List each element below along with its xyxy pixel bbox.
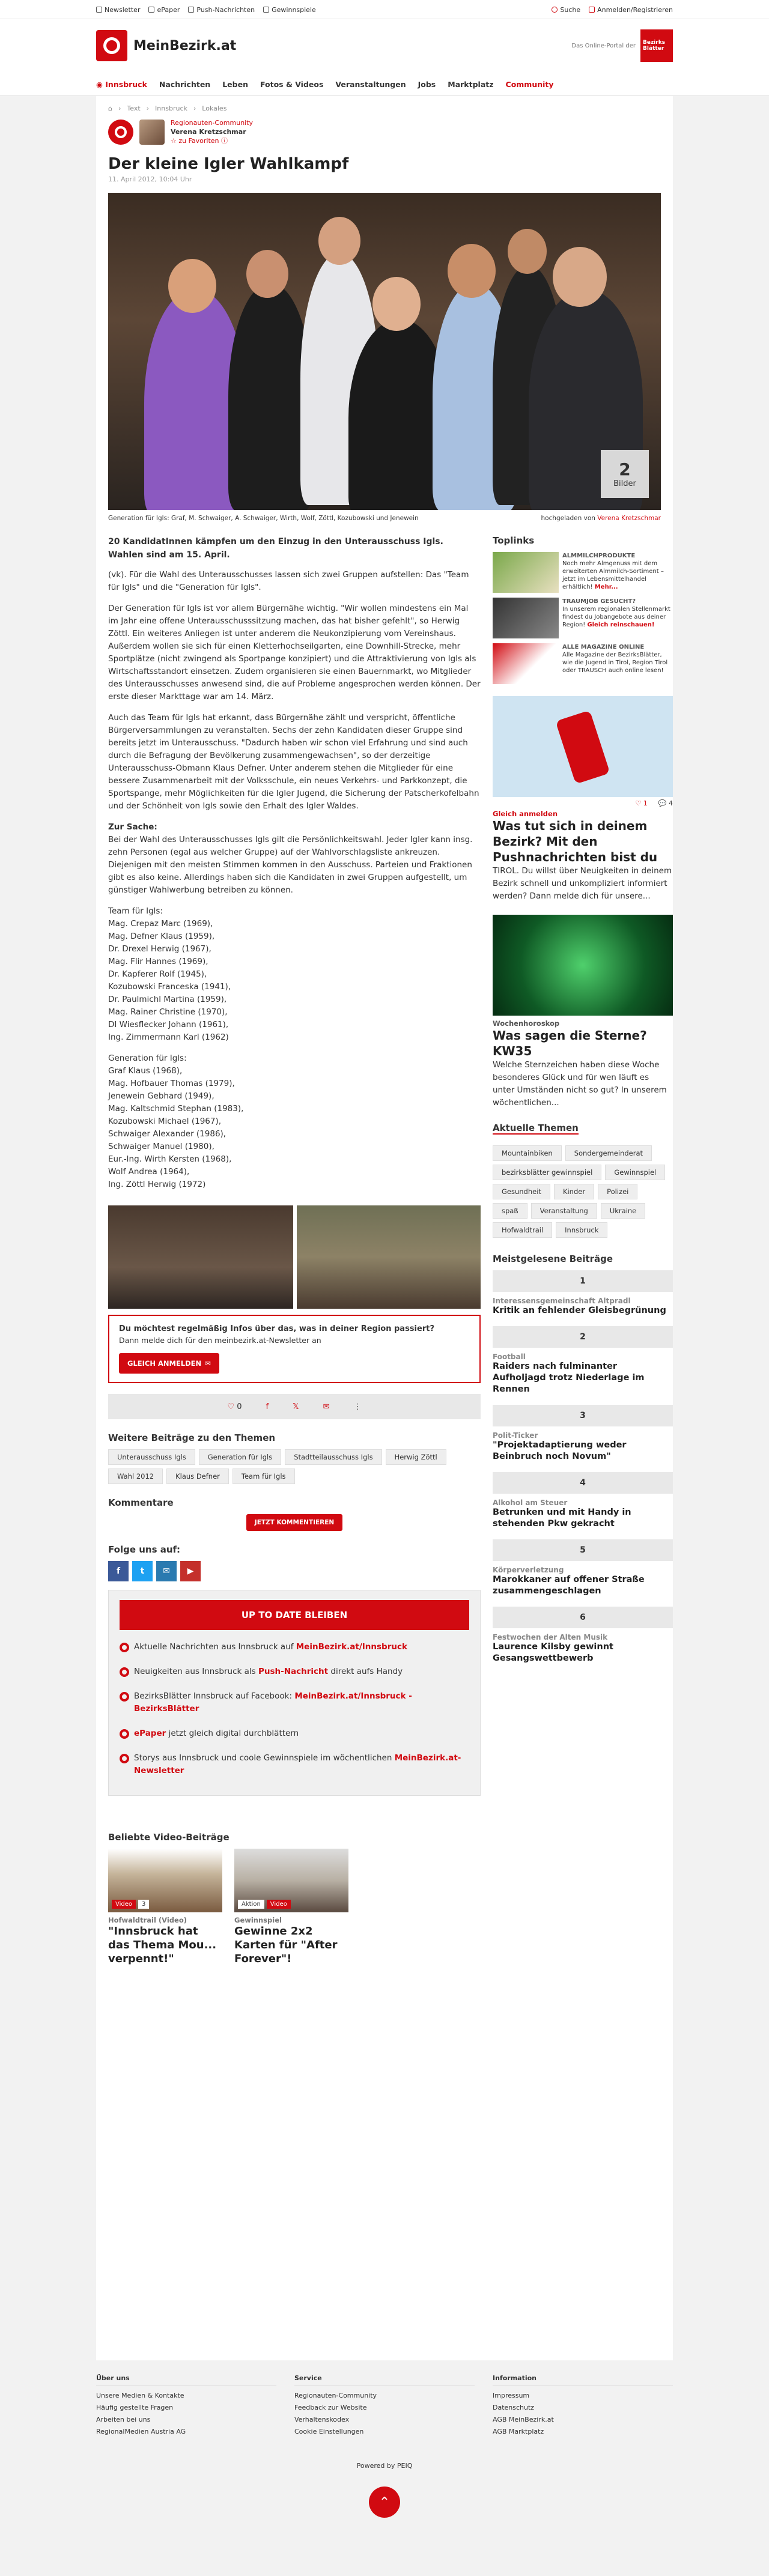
bezirksblaetter-logo[interactable]: Bezirks Blätter — [640, 29, 673, 62]
nav-veranstaltungen[interactable]: Veranstaltungen — [335, 79, 406, 89]
paragraph: Auch das Team für Igls hat erkannt, dass Bürgernähe zählt und verspricht, öffentliche Bürgerversammlungen zu veranstalten. Sechs der zehn Kandidaten dieser Gruppe sind bereits jetzt im Unterausschuss. "Dadurch haben wir schon viel Erfahrung und sind auch durch die Befragung der Bevölkerung zusammengewachsen", so der derzeitige Unterausschuss-Obmann Klaus Defner. Unter anderem stehen die Mitglieder für eine bessere Zusammenarbeit mit der Volksschule, ein neues Verkehrs- und Parkkonzept, die Sportspange, mehr Möglichkeiten für die Igler Jugend, die Sicherung der Patscherkofelbahn und der Schönheit von Igls sowie den Erhalt des Igler Waldes. — [108, 713, 479, 811]
tag[interactable]: Generation für Igls — [199, 1449, 281, 1465]
theme-tag[interactable]: bezirksblätter gewinnspiel — [493, 1165, 601, 1180]
content-page — [96, 96, 673, 2426]
search-icon — [552, 7, 558, 13]
epaper-link[interactable]: ePaper — [148, 6, 180, 14]
nav-community[interactable]: Community — [505, 79, 554, 89]
newsletter-link[interactable]: Newsletter — [96, 6, 140, 14]
site-logo[interactable]: MeinBezirk.at — [96, 30, 236, 61]
mail-icon — [96, 7, 102, 13]
tag[interactable]: Unterausschuss Igls — [108, 1449, 195, 1465]
follow-title: Folge uns auf: — [108, 1544, 181, 1555]
gear-icon — [120, 1754, 129, 1763]
brand-badge: Das Online-Portal der Bezirks Blätter — [571, 29, 673, 62]
site-header — [0, 19, 769, 72]
footer-link[interactable]: Feedback zur Website — [294, 2404, 367, 2411]
back-to-top-button[interactable] — [369, 2487, 400, 2518]
article-actions — [108, 1394, 481, 1419]
nav-nachrichten[interactable]: Nachrichten — [159, 79, 211, 89]
nav-marktplatz[interactable]: Marktplatz — [448, 79, 494, 89]
footer-link[interactable]: Verhaltenskodex — [294, 2416, 350, 2423]
like-button[interactable]: ♡ 0 — [227, 1402, 242, 1411]
most-read-item[interactable]: 6 Festwochen der Alten Musik Laurence Kilsby gewinnt Gesangswettbewerb — [493, 1607, 673, 1674]
article-body — [108, 535, 481, 1966]
tag[interactable]: Herwig Zöttl — [386, 1449, 446, 1465]
current-themes — [493, 1145, 673, 1238]
home-icon[interactable]: ⌂ — [108, 105, 112, 112]
newsletter-box: Du möchtest regelmäßig Infos über das, was in deiner Region passiert? Dann melde dich für den meinbezirk.at-Newsletter an GLEICH ANMELDEN ✉ — [108, 1315, 481, 1383]
footer-col-about: Über uns Unsere Medien & Kontakte Häufig gestellte Fragen Arbeiten bei uns RegionalMedien Austria AG — [96, 2372, 276, 2438]
theme-tag[interactable]: Hofwaldtrail — [493, 1222, 552, 1238]
image-caption: Generation für Igls: Graf, M. Schwaiger, A. Schwaiger, Wirth, Wolf, Zöttl, Kozubowski und Jenewein hochgeladen von Verena Kretzschmar — [108, 515, 661, 522]
breadcrumb-lokales[interactable]: Lokales — [202, 105, 227, 112]
footer-col-service: Service Regionauten-Community Feedback zur Website Verhaltenskodex Cookie Einstellungen — [294, 2372, 475, 2438]
twitter-share-icon[interactable]: 𝕏 — [293, 1402, 299, 1411]
top-utility-bar — [0, 0, 769, 19]
breadcrumb-innsbruck[interactable]: Innsbruck — [155, 105, 187, 112]
image-gallery — [108, 1205, 481, 1309]
nav-jobs[interactable]: Jobs — [418, 79, 436, 89]
video-list — [108, 1849, 481, 1966]
theme-tag[interactable]: Ukraine — [601, 1203, 645, 1219]
breadcrumb-text[interactable]: Text — [127, 105, 141, 112]
more-options-icon[interactable]: ⋮ — [353, 1402, 362, 1411]
author-name[interactable]: Verena Kretzschmar — [171, 128, 246, 136]
site-footer — [0, 2360, 769, 2576]
uptodate-button[interactable]: UP TO DATE BLEIBEN — [120, 1600, 469, 1630]
tag[interactable]: Team für Igls — [233, 1468, 295, 1484]
toplink-item[interactable]: ALMMILCHPRODUKTE Noch mehr Almgenuss mit dem erweiterten Almmilch-Sortiment – jetzt im Lebensmittelhandel erhältlich! Mehr... — [493, 552, 673, 593]
youtube-icon[interactable]: ▶ — [180, 1561, 201, 1581]
theme-tag[interactable]: Veranstaltung — [531, 1203, 597, 1219]
theme-tag[interactable]: Gesundheit — [493, 1184, 550, 1199]
email-share-icon[interactable]: ✉ — [323, 1402, 330, 1411]
article-lead: 20 KandidatInnen kämpfen um den Einzug in den Unterausschuss Igls. Wahlen sind am 15. April. — [108, 537, 443, 560]
gear-icon — [120, 1729, 129, 1739]
footer-link[interactable]: Impressum — [493, 2392, 530, 2399]
comments-title: Kommentare — [108, 1497, 174, 1508]
theme-tag[interactable]: Sondergemeinderat — [565, 1145, 652, 1161]
main-nav — [0, 72, 769, 96]
footer-link[interactable]: AGB Marktplatz — [493, 2428, 544, 2435]
gear-icon — [120, 1667, 129, 1677]
article-date: 11. April 2012, 10:04 Uhr — [108, 175, 192, 183]
most-read-item[interactable]: 4 Alkohol am Steuer Betrunken und mit Handy in stehenden Pkw gekracht — [493, 1472, 673, 1539]
gear-icon — [120, 1643, 129, 1652]
video-card[interactable]: Aktion Video Gewinnspiel Gewinne 2x2 Karten für "After Forever"! — [234, 1849, 348, 1966]
nav-leben[interactable]: Leben — [222, 79, 248, 89]
most-read-item[interactable]: 3 Polit-Ticker "Projektadaptierung weder Beinbruch noch Novum" — [493, 1405, 673, 1472]
footer-col-info: Information Impressum Datenschutz AGB MeinBezirk.at AGB Marktplatz — [493, 2372, 673, 2438]
team-list: Team für Igls: Mag. Crepaz Marc (1969), Mag. Defner Klaus (1959), Dr. Drexel Herwig (1967), Mag. Flir Hannes (1969), Dr. Kapferer Rolf (1945), Kozubowski Franceska (1941), Dr. Paulmichl Martina (1959), Mag. Rainer Christine (1970), DI Wiesflecker Johann (1961), Ing. Zimmermann Karl (1962) — [108, 906, 231, 1042]
push-card[interactable]: ♡ 1 💬 4 Gleich anmelden Was tut sich in deinem Bezirk? Mit den Pushnachrichten bist du TIROL. Du willst über Neuigkeiten in deinem Bezirk schnell und unkompliziert informiert werden? Dann melde dich für unsere... — [493, 696, 673, 903]
toplinks-title: Toplinks — [493, 535, 535, 546]
logo-mark-icon — [96, 30, 127, 61]
toplink-item[interactable]: ALLE MAGAZINE ONLINE Alle Magazine der BezirksBlätter, wie die Jugend in Tirol, Region Tirol oder TRAUSCH auch online lesen! — [493, 643, 673, 684]
author-row — [96, 118, 673, 145]
linkedin-icon[interactable]: ✉ — [156, 1561, 177, 1581]
sidebar — [493, 535, 673, 1966]
user-icon — [589, 7, 595, 13]
gallery-image[interactable] — [297, 1205, 481, 1309]
favorite-button[interactable]: ☆ zu Favoriten ⓘ — [171, 137, 228, 145]
search-link[interactable]: Suche — [552, 6, 580, 14]
theme-tag[interactable]: Kinder — [554, 1184, 594, 1199]
most-read-item[interactable]: 5 Körperverletzung Marokkaner auf offener Straße zusammengeschlagen — [493, 1539, 673, 1607]
theme-tag[interactable]: Innsbruck — [556, 1222, 607, 1238]
comment-button[interactable]: JETZT KOMMENTIEREN — [246, 1514, 342, 1531]
generation-list: Generation für Igls: Graf Klaus (1968), Mag. Hofbauer Thomas (1979), Jenewein Gebhard (1949), Mag. Kaltschmid Stephan (1983), Kozubowski Michael (1967), Schwaiger Alexander (1986), Schwaiger Manuel (1980), Eur.-Ing. Wirth Kersten (1968), Wolf Andrea (1964), Ing. Zöttl Herwig (1972) — [108, 1053, 244, 1189]
credit-author-link[interactable]: Verena Kretzschmar — [597, 515, 661, 522]
video-card[interactable]: Video 3 Hofwaldtrail (Video) "Innsbruck hat das Thema Mou... verpennt!" — [108, 1849, 222, 1966]
theme-tag[interactable]: Polizei — [598, 1184, 637, 1199]
hero-image[interactable] — [108, 193, 661, 510]
footer-link[interactable]: Cookie Einstellungen — [294, 2428, 364, 2435]
uptodate-item: Neuigkeiten aus Innsbruck als Push-Nachricht direkt aufs Handy — [120, 1665, 469, 1678]
twitter-icon[interactable]: t — [132, 1561, 153, 1581]
author-avatar[interactable] — [139, 120, 165, 145]
document-icon — [148, 7, 154, 13]
newsletter-signup-button[interactable]: GLEICH ANMELDEN ✉ — [119, 1353, 219, 1374]
theme-tag[interactable]: spaß — [493, 1203, 527, 1219]
current-themes-title: Aktuelle Themen — [493, 1123, 579, 1133]
footer-link[interactable]: Datenschutz — [493, 2404, 535, 2411]
mail-icon: ✉ — [205, 1359, 211, 1368]
facebook-share-icon[interactable]: f — [266, 1402, 269, 1411]
footer-link[interactable]: Regionauten-Community — [294, 2392, 377, 2399]
login-link[interactable]: Anmelden/Registrieren — [589, 6, 673, 14]
uptodate-box — [108, 1590, 481, 1796]
footer-link[interactable]: Unsere Medien & Kontakte — [96, 2392, 184, 2399]
theme-tag[interactable]: Gewinnspiel — [605, 1165, 665, 1180]
most-read-item[interactable]: 2 Football Raiders nach fulminanter Aufholjagd trotz Niederlage im Rennen — [493, 1326, 673, 1405]
nav-fotos-videos[interactable]: Fotos & Videos — [260, 79, 324, 89]
powered-by[interactable]: Powered by PEIQ — [356, 2462, 413, 2470]
uptodate-item: Aktuelle Nachrichten aus Innsbruck auf MeinBezirk.at/Innsbruck — [120, 1641, 469, 1653]
uptodate-item: ePaper jetzt gleich digital durchblättern — [120, 1727, 469, 1740]
horoscope-card[interactable]: Wochenhoroskop Was sagen die Sterne? KW35 Welche Sternzeichen haben diese Woche besonderes Glück und für wen läuft es unter Umständen nicht so gut? In unserem wöchentlichen... — [493, 915, 673, 1109]
most-read-item[interactable]: 1 Interessensgemeinschaft Altpradl Kritik an fehlender Gleisbegrünung — [493, 1270, 673, 1326]
themes-tags — [108, 1449, 481, 1484]
gallery-image[interactable] — [108, 1205, 293, 1309]
article-title: Der kleine Igler Wahlkampf — [108, 155, 349, 173]
themes-title: Weitere Beiträge zu den Themen — [108, 1432, 276, 1443]
social-links — [108, 1561, 481, 1581]
gear-icon — [120, 1692, 129, 1702]
footer-link[interactable]: Häufig gestellte Fragen — [96, 2404, 174, 2411]
footer-link[interactable]: Arbeiten bei uns — [96, 2416, 151, 2423]
theme-tag[interactable]: Mountainbiken — [493, 1145, 562, 1161]
paragraph: Zur Sache: Bei der Wahl des Unterausschusses Igls gilt die Persönlichkeitswahl. Jeder Igler kann insg. zehn Personen (egal aus welcher Gruppe) auf der Wahlvorschlagsliste ankreuzen. Diejenigen mit den meisten Stimmen kommen in den Ausschuss. Parteien und Fraktionen gibt es also keine. Allerdings haben sich die Kandidaten in zwei Gruppen aufgestellt, um günstiger Wahlwerbung betreiben zu können. — [108, 822, 473, 895]
gift-icon — [263, 7, 269, 13]
paragraph: Der Generation für Igls ist vor allem Bürgernähe wichtig. "Wir wollen mindestens ein Mal im Jahr eine offene Unterausschusssitzung machen, das hat bisher gefehlt", so Herwig Zöttl. Ein weiteres Anliegen ist unter anderem die Neukonzipierung vom Vereinshaus. Außerdem wollen sie sich für einen Kletterhochseilgarten, eine Downhill-Strecke, mehr Sportplätze (nicht zwingend als Sportpange konzipiert) und die Attraktivierung von Igls als Wirtschaftsstandort einsetzen. Zudem organisieren sie einen Bauernmarkt, wo Mitglieder des Unterausschusses anwesend sind, die auf Probleme angesprochen werden können. Der erste dieser Markttage war am 14. März. — [108, 604, 481, 702]
uptodate-item: Storys aus Innsbruck und coole Gewinnspiele im wöchentlichen MeinBezirk.at-Newsletter — [120, 1752, 469, 1777]
footer-link[interactable]: AGB MeinBezirk.at — [493, 2416, 554, 2423]
author-community[interactable]: Regionauten-Community — [171, 119, 254, 127]
breadcrumb: ⌂ › Text › Innsbruck › Lokales — [108, 105, 227, 112]
gewinnspiele-link[interactable]: Gewinnspiele — [263, 6, 316, 14]
videos-title: Beliebte Video-Beiträge — [108, 1832, 229, 1843]
tag[interactable]: Klaus Defner — [166, 1468, 229, 1484]
paragraph: (vk). Für die Wahl des Unterausschusses lassen sich zwei Gruppen aufstellen: Das "Team für Igls" und die "Generation für Igls". — [108, 570, 469, 592]
most-read: Meistgelesene Beiträge 1 Interessensgemeinschaft Altpradl Kritik an fehlender Gleisbegrünung 2 Football Raiders nach fulminanter Aufholjagd trotz Niederlage im Rennen 3 Polit-Ticker "Projektadaptierung weder Beinbruch noch Novum" 4 Alkohol am Steuer Betrunken und mit Handy in stehenden Pkw gekracht 5 Körperverletzung Marokkaner auf offener Straße zusammengeschlagen 6 Festwochen der Alten Musik Laurence Kilsby gewinnt Gesangswettbewerb — [493, 1253, 673, 1674]
community-badge-icon — [108, 120, 133, 145]
uptodate-item: BezirksBlätter Innsbruck auf Facebook: MeinBezirk.at/Innsbruck - BezirksBlätter — [120, 1690, 469, 1715]
tag[interactable]: Stadtteilausschuss Igls — [285, 1449, 381, 1465]
tag[interactable]: Wahl 2012 — [108, 1468, 163, 1484]
push-link[interactable]: Push-Nachrichten — [188, 6, 255, 14]
nav-location[interactable]: ◉ Innsbruck — [96, 79, 147, 89]
image-count-badge[interactable]: 2 Bilder — [601, 450, 649, 498]
chevron-up-icon: ⌃ — [378, 2494, 391, 2510]
facebook-icon[interactable]: f — [108, 1561, 129, 1581]
toplink-item[interactable]: TRAUMJOB GESUCHT? In unserem regionalen Stellenmarkt findest du Jobangebote aus deiner Region! Gleich reinschauen! — [493, 598, 673, 638]
bell-icon — [188, 7, 194, 13]
footer-link[interactable]: RegionalMedien Austria AG — [96, 2428, 186, 2435]
